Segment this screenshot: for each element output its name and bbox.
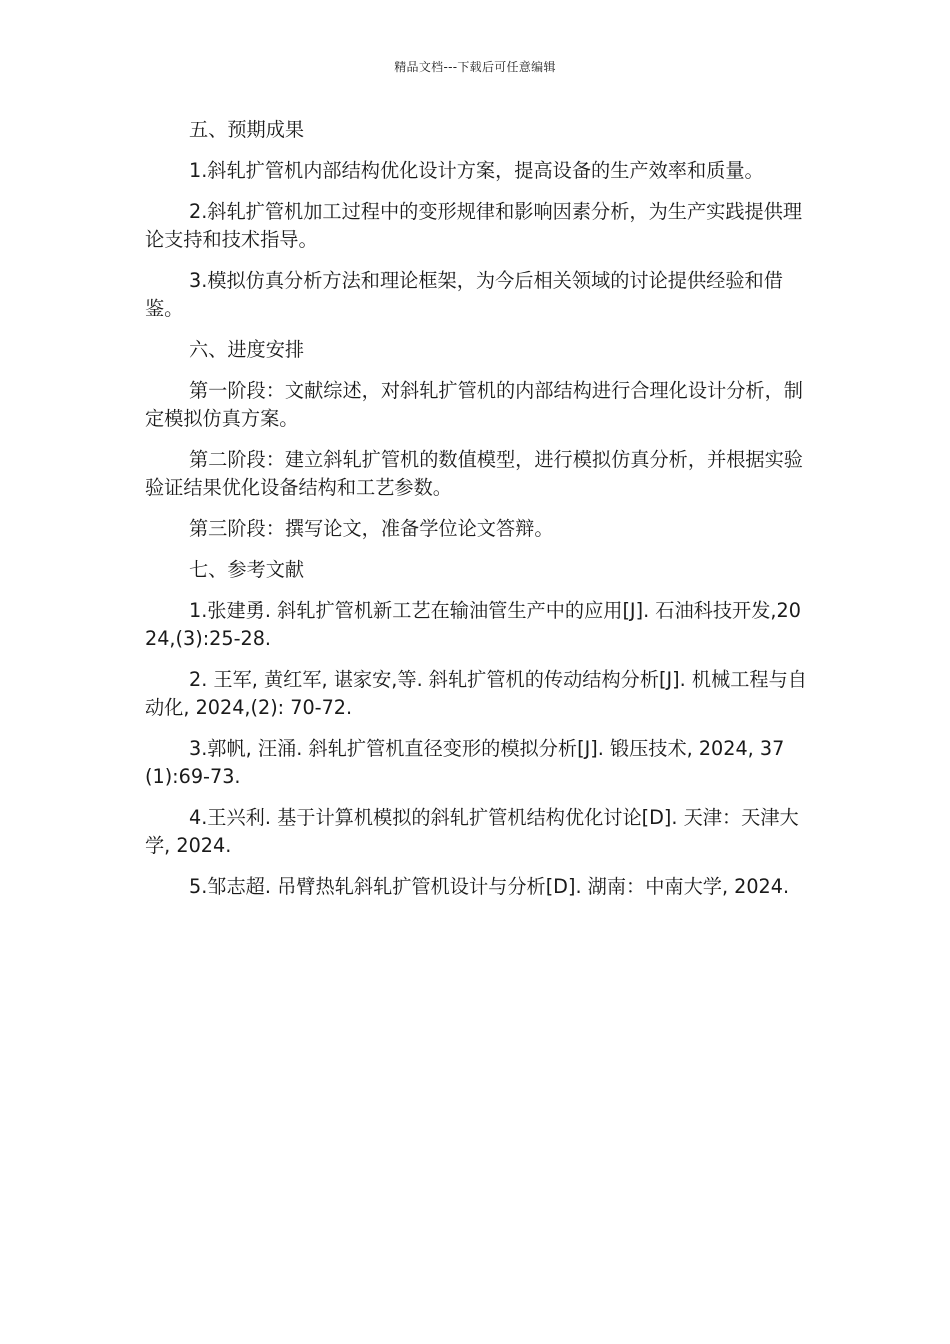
reference-item-4: 4.王兴利. 基于计算机模拟的斜轧扩管机结构优化讨论[D]. 天津：天津大学, 2024. — [145, 806, 799, 857]
reference-item-1: 1.张建勇. 斜轧扩管机新工艺在输油管生产中的应用[J]. 石油科技开发,2024,(3):25-28. — [145, 599, 801, 650]
section-heading-references: 七、参考文献 — [189, 558, 305, 581]
result-item-3: 3.模拟仿真分析方法和理论框架，为今后相关领域的讨论提供经验和借鉴。 — [145, 269, 783, 320]
section-heading-schedule: 六、进度安排 — [189, 338, 305, 361]
section-heading-expected-results: 五、预期成果 — [189, 118, 305, 141]
document-body — [145, 116, 810, 914]
schedule-stage-1: 第一阶段：文献综述，对斜轧扩管机的内部结构进行合理化设计分析，制定模拟仿真方案。 — [145, 379, 803, 430]
schedule-stage-3: 第三阶段：撰写论文，准备学位论文答辩。 — [189, 517, 554, 540]
reference-item-5: 5.邹志超. 吊臂热轧斜轧扩管机设计与分析[D]. 湖南：中南大学, 2024. — [189, 875, 790, 898]
result-item-2: 2.斜轧扩管机加工过程中的变形规律和影响因素分析，为生产实践提供理论支持和技术指导。 — [145, 200, 803, 251]
reference-item-3: 3.郭帆, 汪涌. 斜轧扩管机直径变形的模拟分析[J]. 锻压技术, 2024, 37(1):69-73. — [145, 737, 785, 788]
schedule-stage-2: 第二阶段：建立斜轧扩管机的数值模型，进行模拟仿真分析，并根据实验验证结果优化设备结构和工艺参数。 — [145, 448, 803, 499]
reference-item-2: 2. 王军, 黄红军, 谌家安,等. 斜轧扩管机的传动结构分析[J]. 机械工程与自动化, 2024,(2): 70-72. — [145, 668, 807, 719]
page-header: 精品文档---下载后可任意编辑 — [394, 60, 556, 74]
result-item-1: 1.斜轧扩管机内部结构优化设计方案，提高设备的生产效率和质量。 — [189, 159, 764, 182]
